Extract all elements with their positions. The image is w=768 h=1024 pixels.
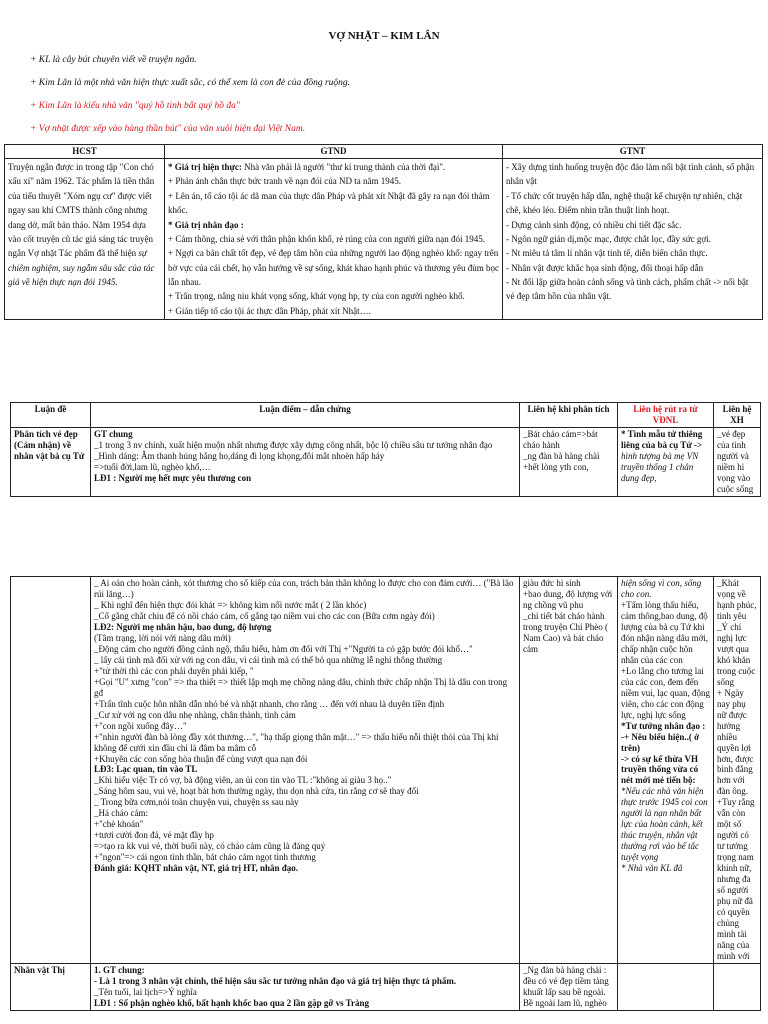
- gtnt-line: - Dựng cảnh sinh động, có nhiều chi tiết đặc sắc.: [506, 219, 682, 230]
- luan-diem-line: _Hình dáng: Âm thanh húng hắng ho,dáng đi lọng khọng,đôi mắt nhoèn hấp háy: [94, 450, 385, 461]
- luan-diem-line: _Hả cháo cám:: [94, 808, 148, 819]
- gtnt-line: - Tổ chức cốt truyện hấp dẫn, nghệ thuật kể chuyện tự nhiên, chặt chẽ, khéo léo. Điểm nhìn trần thuật linh hoạt.: [506, 190, 743, 216]
- luan-diem-line: +"nhìn người đàn bà lòng đầy xót thương…", "hạ thấp giọng thân mật…" => thấu hiểu nỗi thiệt thòi của Thị khi không để cưới xin đầu chỉ là đâm ba mâm cỗ: [94, 731, 499, 753]
- vdnl-line: *Tư tưởng nhân đạo :: [621, 720, 706, 731]
- luan-diem-line: _ Ai oán cho hoàn cảnh, xót thương cho số kiếp của con, trách bản thân không lo được cho con đám cưới… ("Bà lão rúi lăng…): [94, 578, 514, 599]
- lien-he-xh-cell: _vẻ đẹp của tình người và niềm hi vọng vào cuộc sống: [714, 427, 761, 496]
- gtnd-text: + Cảm thông, chia sẻ với thân phận khốn khổ, rẻ rúng của con người giữa nạn đói 1945.: [168, 233, 486, 244]
- luan-diem-line: (Tâm trạng, lời nói với nàng dâu mới): [94, 632, 231, 643]
- lien-he-line: giàu đức hi sinh: [523, 578, 581, 588]
- vdnl-line: hiện sống vì con, sống cho con.: [621, 578, 702, 599]
- gtnd-line: [168, 232, 499, 246]
- gtnd-cell: [165, 158, 503, 319]
- header-lien-he-vdnl: Liên hệ rút ra từ VĐNL: [618, 403, 714, 428]
- header-luan-diem: Luận điểm – dẫn chứng: [91, 403, 520, 428]
- vdnl-lead: * Tình mẫu tử thiêng liêng của bà cụ Tứ ->: [621, 428, 703, 450]
- luan-diem-line: 1. GT chung:: [94, 964, 145, 975]
- gtnd-text: + Gián tiếp tố cáo tội ác thực dân Pháp, phát xít Nhật….: [168, 305, 371, 316]
- lien-he-line: +bao dung, độ lượng với ng chồng vũ phu: [523, 588, 613, 610]
- luan-diem-line: _ Trong bữa cơm,nói toàn chuyện vui, chuyện ss sau này: [94, 797, 299, 808]
- gtnd-line: [168, 189, 499, 218]
- luan-diem-line: _Khi hiểu việc Tr có vợ, bà động viên, an ủi con tin vào TL :"không ai giàu 3 họ..": [94, 775, 392, 786]
- luan-diem-line: +"con ngồi xuống đây…": [94, 720, 187, 731]
- vdnl-line: +Lo lắng cho tương lai của các con, đem đến niềm vui, lạc quan, động viên, cho các con động lực, nghị lực sống: [621, 665, 710, 720]
- gtnt-line: - Nhân vật được khắc họa sinh động, đối thoại hấp dẫn: [506, 262, 704, 273]
- header-hcst: HCST: [5, 145, 165, 159]
- vdnl-rest: hình tượng bà mẹ VN truyền thống 1 chân dung đẹp,: [621, 450, 699, 483]
- luan-diem-line: _ lấy cái tình mà đối xử với ng con dâu, vì cái tình mà có thể bỏ qua những lễ nghi thông thường: [94, 654, 443, 665]
- hcst-italic-text: sự chiêm nghiệm, suy ngẫm sâu sắc của tác giả về hiện thực nạn đói 1945.: [8, 248, 155, 288]
- gtnd-text: + Lên án, tố cáo tội ác dã man của thực dân Pháp và phát xít Nhật đã gây ra nạn đói thảm khốc.: [168, 190, 490, 216]
- luan-diem-line: _ Khi nghĩ đến hiện thực đói khát => không kìm nổi nước mắt ( 2 lần khóc): [94, 599, 367, 610]
- luan-diem-line: _Sáng hôm sau, vui vẻ, hoạt bát hơn thường ngày, thu dọn nhà cửa, tin rằng cơ sẽ thay đổi: [94, 786, 419, 797]
- gtnd-text: + Trân trọng, nâng niu khát vọng sống, khát vọng hp, ty của con người nghèo khổ.: [168, 291, 465, 302]
- gtnd-lead: * Giá trị nhân đạo :: [168, 219, 244, 230]
- luan-diem-cell: [91, 427, 520, 496]
- gtnd-text: + Phản ánh chân thực bức tranh về nạn đói của ND ta năm 1945.: [168, 176, 402, 187]
- luan-diem-line: LĐ3: Lạc quan, tin vào TL: [94, 764, 198, 775]
- luan-diem-line: _Cố gắng chắt chiu để có nồi cháo cám, cố gắng tạo niềm vui cho các con (Bữa cơm ngày đói): [94, 610, 435, 621]
- lien-he-phan-tich-cell: _Bát cháo cám=>bát cháo hành _ng đàn bà hàng chài +hết lòng yth con,: [520, 427, 618, 496]
- gtnd-line: [168, 304, 499, 318]
- gtnt-line: - Ngôn ngữ giản dị,mộc mạc, được chắt lọc, đầy sức gợi.: [506, 233, 711, 244]
- luan-diem-line: - Là 1 trong 3 nhân vật chính, thể hiện sâu sắc tư tưởng nhân đạo và giá trị hiện thực tá phẩm.: [94, 975, 457, 986]
- luan-de-cell: [11, 577, 91, 964]
- table-row: [11, 963, 761, 1010]
- luan-diem-line: =>tuổi đời,lam lũ, nghèo khổ,…: [94, 461, 211, 472]
- luan-de-cell: Nhân vật Thị: [11, 963, 91, 1010]
- luan-diem-line: GT chung: [94, 428, 133, 439]
- overview-table: [4, 144, 763, 320]
- gtnd-text: Nhà văn phải là người "thư kí trung thành của thời đại".: [241, 161, 446, 172]
- gtnd-lead: * Giá trị hiện thực:: [168, 161, 242, 172]
- luan-diem-line: _Động cảm cho người đồng cảnh ngộ, thấu hiểu, hàm ơn đối với Thị +"Người ta có gặp bước đói khổ…": [94, 643, 473, 654]
- gtnt-line: - Xây dựng tình huống truyện độc đáo làm nổi bật tình cảnh, số phận nhân vật: [506, 161, 755, 187]
- hcst-text: Truyện ngắn được in trong tập "Con chó xấu xí" năm 1962. Tác phẩm là tiền thân của tiểu thuyết "Xóm ngụ cư" được viết ngay sau khi CMTS thành công nhưng dang dở, mất bản thảo. Năm 1954 dựa vào cốt truyện cũ tác giả sáng tác truyện ngắn Vợ nhặt Tác phẩm đã thể hiện: [8, 161, 155, 259]
- luan-diem-line: Đánh giá: KQHT nhân vật, NT, giá trị HT, nhân đạo.: [94, 863, 299, 874]
- header-lien-he-phan-tich: Liên hệ khi phân tích: [520, 403, 618, 428]
- luan-diem-line: +Khuyên các con sống hòa thuận để cùng vượt qua nạn đói: [94, 753, 308, 764]
- luan-diem-line: +"ngon"=> cái ngon tình thần, bát cháo cám ngọt tình thương: [94, 852, 316, 863]
- intro-bullet: + Kim Lân là một nhà văn hiện thực xuất sắc, có thể xem là con đẻ của đồng ruộng.: [30, 78, 351, 88]
- lien-he-line: _Ng đàn bà hàng chài : đều có vẻ đẹp tiềm tàng khuất lấp sau bề ngoài. Bề ngoài lam lũ, nghèo: [523, 964, 609, 1008]
- lien-he-xh-cell: _Khát vọng về hạnh phúc, tình yêu _Ý chí nghị lực vượt qua khó khăn trong cuộc sống + Ngày nay phụ nữ được hưởng nhiều quyền lợi hơn, được bình đẳng hơn với đàn ông. +Tuy rằng vẫn còn một số người có tư tưởng trọng nam khinh nữ, nhưng đa số người phụ nữ đã có quyền chủng mình tài năng của mình với: [714, 577, 761, 964]
- page-title: VỢ NHẶT – KIM LÂN: [328, 30, 440, 42]
- lien-he-phan-tich-cell: [520, 577, 618, 964]
- luan-diem-line: +"chè khoán": [94, 819, 144, 830]
- intro-bullet: + Kim Lân là kiểu nhà văn "quý hồ tinh bất quý hồ đa": [30, 101, 240, 111]
- luan-diem-line: LĐ1 : Số phận nghèo khổ, bất hạnh khốc bao qua 2 lần gặp gỡ vs Tràng: [94, 997, 369, 1008]
- luan-diem-line: _1 trong 3 nv chính, xuất hiện muộn nhất nhưng được xây dựng công nhất, bộc lộ chiều sâu tư tưởng nhân đạo: [94, 439, 493, 450]
- analysis-table-continued: [10, 576, 761, 1011]
- luan-diem-line: +Trấn tĩnh cuộc hôn nhân dẫn nhỏ bé và nhặt nhanh, cho rằng … đến với nhau là duyên tiền định: [94, 698, 445, 709]
- gtnd-line: [168, 160, 499, 174]
- vdnl-line: -> có sự kế thừa VH truyền thống vừa có nét mới mẻ tiến bộ:: [621, 753, 699, 786]
- luan-diem-line: +"tử thời thì các con phải duyên phải kiếp, ": [94, 665, 254, 676]
- vdnl-line: +Tấm lòng thấu hiểu, cảm thông,bao dung, độ lượng của bà cụ Tứ khi đón nhận nàng dâu mới, chấp nhận cuộc hôn nhân của các con: [621, 599, 708, 665]
- luan-diem-cell: [91, 963, 520, 1010]
- luan-diem-line: +tươi cười đon đả, vẻ mặt đầy hp: [94, 830, 214, 841]
- lien-he-vdnl-cell: [618, 427, 714, 496]
- gtnt-line: - Nt đối lập giữa hoàn cảnh sống và tình cách, phẩm chất -> nổi bật vẻ đẹp tâm hồn của nhân vật.: [506, 277, 749, 302]
- lien-he-xh-cell: [714, 963, 761, 1010]
- luan-de-ba-cu-tu: Phân tích vẻ đẹp (Cảm nhận) về nhân vật bà cụ Tứ: [11, 427, 91, 496]
- gtnd-line: [168, 246, 499, 289]
- lien-he-line: _chi tiết bát cháo hành trong truyện Chí Phèo ( Nam Cao) và bát cháo cám: [523, 610, 608, 654]
- header-lien-he-xh: Liên hệ XH: [714, 403, 761, 428]
- hcst-cell: [5, 158, 165, 319]
- header-gtnd: GTND: [165, 145, 503, 159]
- vdnl-line: -+ Nêu biểu hiện..( ở trên): [621, 731, 700, 753]
- analysis-table-header: [10, 402, 761, 497]
- luan-diem-line: LĐ2: Người mẹ nhân hậu, bao dung, độ lượng: [94, 621, 272, 632]
- luan-diem-line: +Gọi "U" xưng "con" => tha thiết => thiết lập mqh mẹ chồng nàng dâu, chính thức chấp nhận Thị là dâu con trong gđ: [94, 676, 508, 698]
- luan-diem-line: _Cư xử với ng con dâu nhẹ nhàng, chân thành, tình cảm: [94, 709, 296, 720]
- table-row: [11, 577, 761, 964]
- vdnl-line: * Nhà văn KL đã: [621, 863, 683, 874]
- gtnt-cell: [503, 158, 763, 319]
- lien-he-vdnl-cell: [618, 577, 714, 964]
- luan-diem-line: =>tạo ra kk vui vẻ, thời buổi này, có cháo cám cũng là đáng quý: [94, 841, 326, 852]
- vdnl-line: *Nếu các nhà văn hiện thực trước 1945 coi con người là nạn nhân bất lực của hoàn cảnh, kết thúc truyện, nhân vật thường rơi vào bế tắc tuyệt vọng: [621, 786, 708, 863]
- gtnd-line: [168, 289, 499, 303]
- gtnd-text: + Ngợi ca bản chất tốt đẹp, vẻ đẹp tâm hồn của những người lao động nghèo khổ: ngay trên bờ vực của cái chết, họ vẫn hướng về sự sống, khát khao hạnh phúc và thương yêu đùm bọc lẫn nhau.: [168, 248, 499, 288]
- gtnt-line: - Nt miêu tả tâm lí nhân vật tinh tế, diễn biến chân thực.: [506, 248, 708, 259]
- luan-diem-line: LĐ1 : Người mẹ hết mực yêu thương con: [94, 472, 252, 483]
- luan-diem-line: _Tên tuổi, lai lịch=>Ý nghĩa: [94, 986, 197, 997]
- intro-bullet: + KL là cây bút chuyên viết về truyện ngắn.: [30, 55, 197, 65]
- header-luan-de: Luận đề: [11, 403, 91, 428]
- lien-he-vdnl-cell: [618, 963, 714, 1010]
- lien-he-phan-tich-cell: [520, 963, 618, 1010]
- header-gtnt: GTNT: [503, 145, 763, 159]
- gtnd-line: [168, 174, 499, 188]
- gtnd-line: [168, 218, 499, 232]
- luan-diem-cell: [91, 577, 520, 964]
- intro-bullet: + Vợ nhặt được xếp vào hàng thần bút" của văn xuôi hiện đại Việt Nam.: [30, 124, 306, 134]
